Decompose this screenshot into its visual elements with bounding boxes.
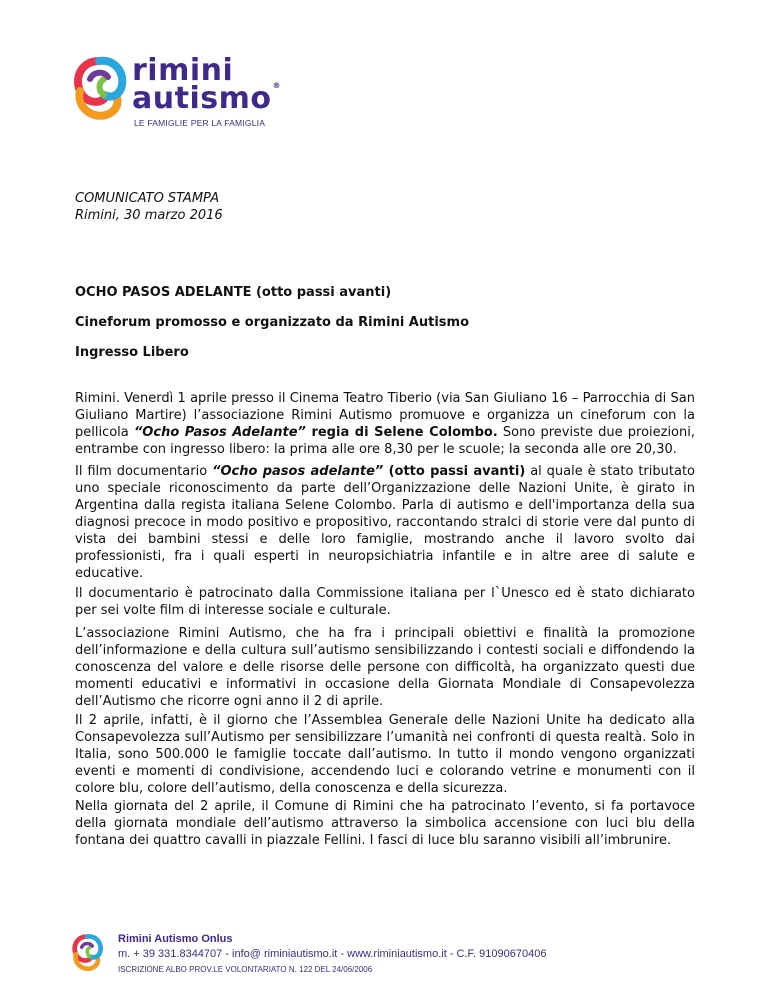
brand-tagline: LE FAMIGLIE PER LA FAMIGLIA <box>134 118 266 128</box>
document-subtitle: Cineforum promosso e organizzato da Rimini Autismo <box>75 315 470 330</box>
paragraph-film <box>75 463 695 582</box>
paragraph-rimini-lights: Nella giornata del 2 aprile, il Comune di Rimini che ha patrocinato l’evento, si fa portavoce della giornata mondiale dell’autismo attraverso la simbolica accensione con luci blu della fontana dei quattro cavalli in piazzale Fellini. I fasci di luce blu saranno visibili all’imbrunire. <box>75 799 695 848</box>
document-title: OCHO PASOS ADELANTE (otto passi avanti) <box>75 285 392 300</box>
brand-name-line2 <box>132 81 281 116</box>
footer-swirl-icon <box>70 933 104 973</box>
rimini-autismo-swirl-icon <box>70 55 128 123</box>
entry-note: Ingresso Libero <box>75 345 189 360</box>
p1-director: regia di Selene Colombo. <box>305 425 498 440</box>
brand-name-line1: rimini <box>132 53 234 88</box>
footer-contact: m. + 39 331.8344707 - info@ riminiautismo.it - www.riminiautismo.it - C.F. 91090670406 <box>118 948 547 960</box>
p1-text-a: Rimini. Venerdì 1 aprile presso il Cinema Teatro Tiberio (via San Giuliano 16 – Parrocchia di San Giuliano Martire) l’associazione Rimini Autismo promuove e organizza un cineforum con la pellicola <box>75 391 695 440</box>
p1-text-b: Sono previste due proiezioni, entrambe con ingresso libero: la prima alle ore 8,30 per le scuole; la seconda alle ore 20,30. <box>75 425 695 457</box>
press-release-header <box>75 190 223 224</box>
paragraph-patronage: Il documentario è patrocinato dalla Commissione italiana per l`Unesco ed è stato dichiarato per sei volte film di interesse sociale e culturale. <box>75 586 695 618</box>
paragraph-event <box>75 390 695 458</box>
press-place-date: Rimini, 30 marzo 2016 <box>75 208 223 223</box>
footer-registration: ISCRIZIONE ALBO PROV.LE VOLONTARIATO N. 122 DEL 24/06/2006 <box>118 965 373 974</box>
p2-film-paren: (otto passi avanti) <box>383 464 526 479</box>
paragraph-april-2: Il 2 aprile, infatti, è il giorno che l’Assemblea Generale delle Nazioni Unite ha dedicato alla Consapevolezza sull’Autismo per sensibilizzare l’umanità nei confronti di questa realtà. Solo in Italia, sono 500.000 le famiglie toccate dall’autismo. In tutto il mondo vengono organizzati eventi e momenti di condivisione, accendendo luci e colorando vetrine e monumenti con il colore blu, colore dell’autismo, della conoscenza e della sicurezza. <box>75 713 695 796</box>
press-label: COMUNICATO STAMPA <box>75 191 220 206</box>
paragraph-association: L’associazione Rimini Autismo, che ha fra i principali obiettivi e finalità la promozione dell’informazione e della cultura sull’autismo sensibilizzando i contesti sociali e diffondendo la conoscenza del valore e delle risorse delle persone con difficoltà, ha organizzato questi due momenti educativi e informativi in occasione della Giornata Mondiale di Consapevolezza dell’Autismo che ricorre ogni anno il 2 di aprile. <box>75 626 695 709</box>
footer-org-name: Rimini Autismo Onlus <box>118 933 233 945</box>
p2-film-title: “Ocho pasos adelante” <box>212 464 384 479</box>
registered-mark: ® <box>272 81 281 90</box>
p2-text-a: Il film documentario <box>75 464 213 479</box>
brand-name-line2-text: autismo <box>132 81 272 116</box>
p1-film-title: “Ocho Pasos Adelante” <box>133 425 306 440</box>
header-logo <box>70 53 281 135</box>
footer <box>70 933 590 978</box>
p2-text-b: al quale è stato tributato uno speciale riconoscimento da parte dell’Organizzazione delle Nazioni Unite, è girato in Argentina dalla regista italiana Selene Colombo. Parla di autismo e dell'importanza della sua diagnosi precoce in modo positivo e propositivo, raccontando stralci di storie vere dal punto di vista dei bambini stessi e delle loro famiglie, mostrando anche il lavoro svolto dai professionisti, fra i quali esperti in neuropsichiatria infantile e in altre aree di salute e educative. <box>75 464 695 581</box>
